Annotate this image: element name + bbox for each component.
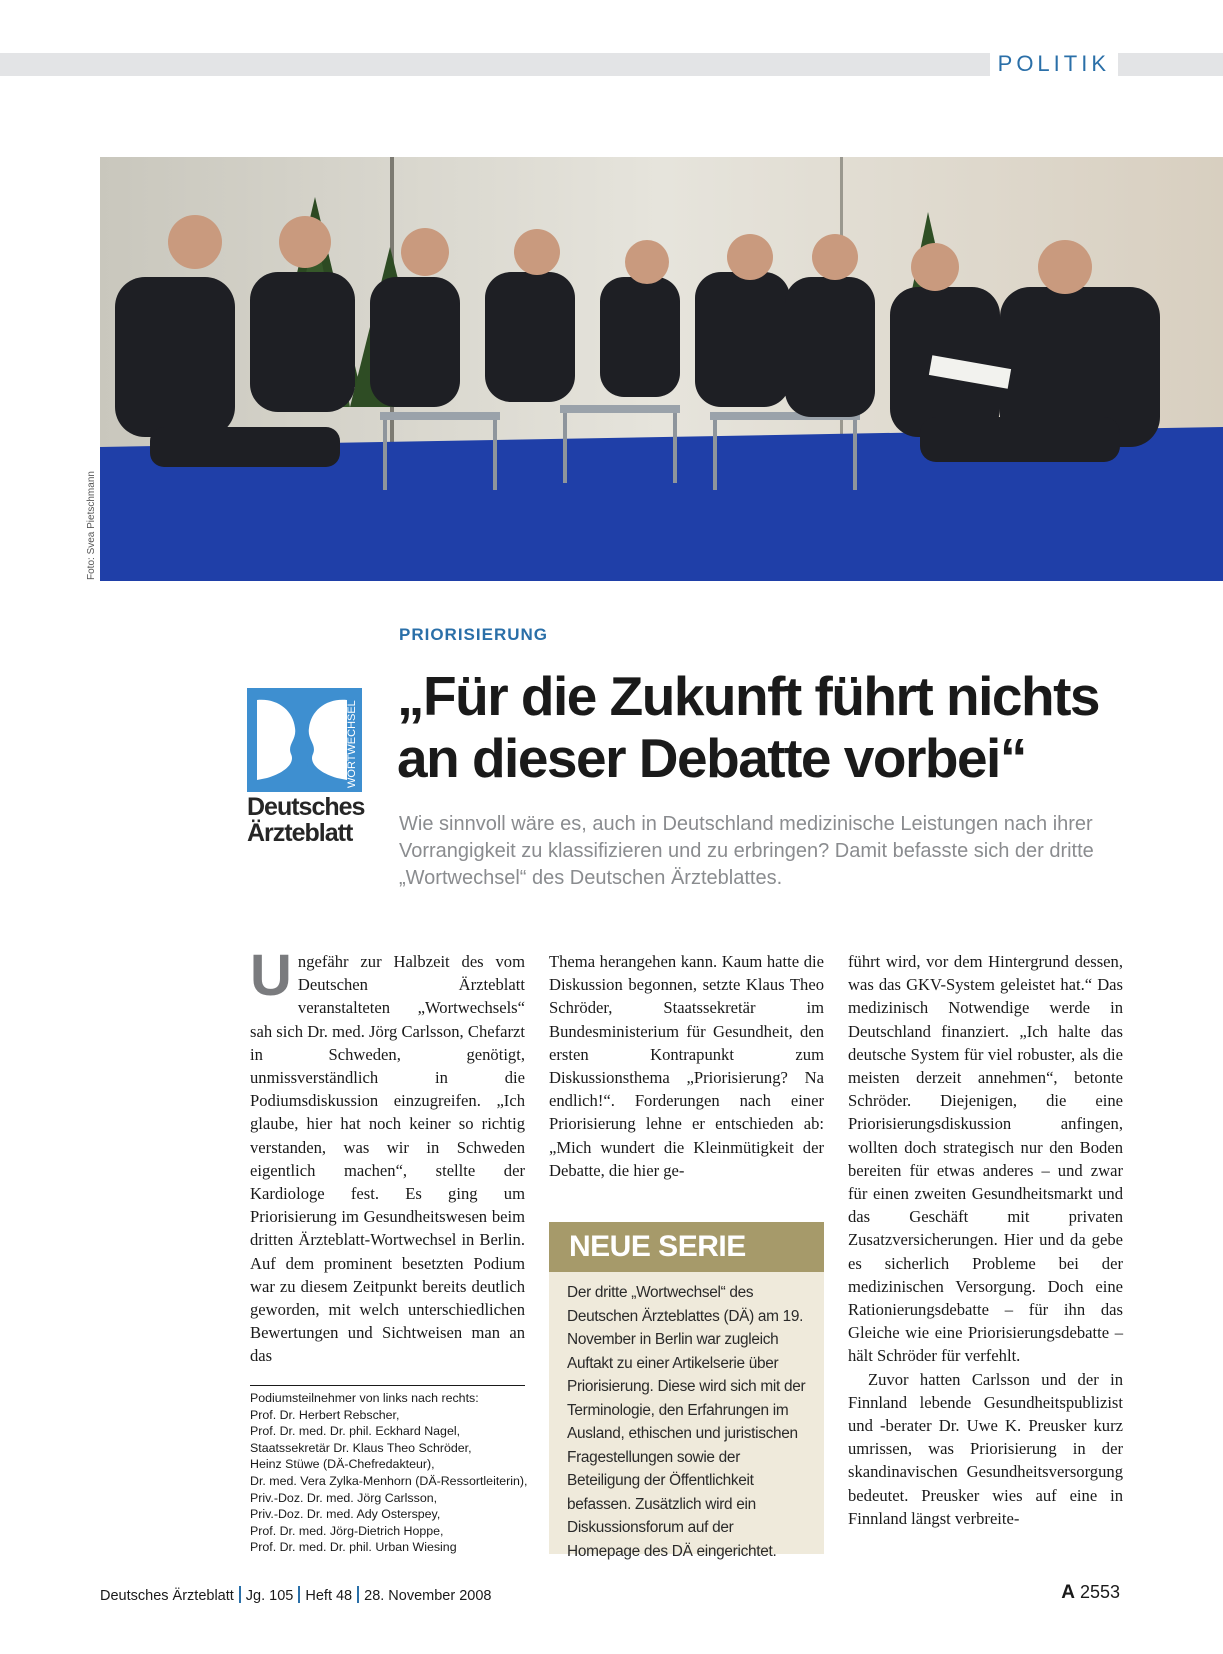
body-text-3a: führt wird, vor dem Hintergrund dessen, was das GKV-System geleistet hat.“ Das medizinisch Notwendige werde in Deutschland finanziert. „Ich halte das deutsche System für viel robuster, als die meisten derzeit annehmen“, betonte Schröder. Diejenigen, die eine Priorisierungsdiskussion anfingen, wollten doch strategisch nur den Boden bereiten für etwas anderes – und zwar für einen zweiten Gesundheitsmarkt und das Geschäft mit privaten Zusatzversicherungen. Hier und da gebe es sicherlich Probleme bei der medizinischen Versorgung. Doch eine Rationierungsdebatte – für ihn das Gleiche wie eine Priorisierungsdebatte – hält Schröder für verfehlt. (848, 952, 1123, 1366)
body-column-2 (549, 950, 824, 1182)
wortwechsel-logo (247, 688, 377, 846)
footer-separator (239, 1586, 241, 1603)
logo-line-1: Deutsches (247, 793, 365, 821)
caption-line: Heinz Stüwe (DÄ-Chefredakteur), (250, 1457, 435, 1472)
page-prefix: A (1061, 1582, 1075, 1603)
panel-discussion-photo (100, 157, 1223, 581)
page-number (1061, 1582, 1120, 1604)
caption-title: Podiumsteilnehmer von links nach rechts: (250, 1391, 479, 1405)
headline-line-2: an dieser Debatte vorbei“ (397, 727, 1026, 789)
body-text-2: Thema herangehen kann. Kaum hatte die Diskussion begonnen, setzte Klaus Theo Schröder, Staatssekretär im Bundesministerium für Gesundheit, den ersten Kontrapunkt zum Diskussionsthema „Priorisierung? Na endlich!“. Forderungen nach einer Priorisierung lehne er entschieden ab: „Mich wundert die Kleinmütigkeit der Debatte, die hier ge- (549, 952, 824, 1180)
box-text: Der dritte „Wortwechsel“ des Deutschen Ärzteblattes (DÄ) am 19. November in Berlin war zugleich Auftakt zu einer Artikelserie über Priorisierung. Diese wird sich mit der Terminologie, den Erfahrungen im Ausland, ethischen und juristischen Fragestellungen sowie der Beteiligung der Öffentlichkeit befassen. Zusätzlich wird ein Diskussionsforum auf der Homepage des DÄ eingerichtet. (567, 1284, 806, 1560)
footer-issue: Heft 48 (305, 1588, 353, 1604)
caption-line: Priv.-Doz. Dr. med. Jörg Carlsson, (250, 1490, 438, 1505)
body-column-1 (250, 943, 525, 1368)
footer-date: 28. November 2008 (364, 1588, 492, 1604)
caption-line: Prof. Dr. med. Dr. phil. Urban Wiesing (250, 1540, 457, 1555)
series-info-box (549, 1222, 824, 1560)
caption-line: Priv.-Doz. Dr. med. Ady Osterspey, (250, 1507, 441, 1522)
headline-line-1: „Für die Zukunft führt nichts (397, 665, 1099, 727)
logo-line-2: Ärzteblatt (247, 819, 353, 847)
photo-caption (250, 1385, 528, 1556)
article-headline (397, 665, 1117, 789)
footer-separator (298, 1586, 300, 1603)
footer-journal: Deutsches Ärzteblatt (100, 1588, 234, 1604)
article-deck: Wie sinnvoll wäre es, auch in Deutschland medizinische Leistungen nach ihrer Vorrangigkeit zu klassifizieren und zu erbringen? Damit befasste sich der dritte „Wortwechsel“ des Deutschen Ärzteblattes. (399, 813, 1094, 889)
caption-line: Staatssekretär Dr. Klaus Theo Schröder, (250, 1440, 472, 1455)
logo-wordmark (247, 794, 377, 846)
body-text-3b: Zuvor hatten Carlsson und der in Finnland lebende Gesundheitspublizist und -berater Dr. Uwe K. Preusker kurz umrissen, was Priorisierung in der skandinavischen Gesundheitsversorgung bedeutet. Preusker wies auf eine in Finnland längst verbreite- (848, 1369, 1123, 1528)
caption-line: Prof. Dr. med. Jörg-Dietrich Hoppe, (250, 1523, 444, 1538)
photo-credit: Foto: Svea Pietschmann (86, 471, 97, 580)
footer-volume: Jg. 105 (245, 1588, 294, 1604)
box-title: NEUE SERIE (549, 1222, 824, 1272)
logo-side-text: WORTWECHSEL (346, 700, 358, 788)
caption-line: Prof. Dr. med. Dr. phil. Eckhard Nagel, (250, 1424, 461, 1439)
body-column-3 (848, 950, 1123, 1530)
page-footer (100, 1586, 491, 1604)
drop-cap: U (250, 943, 292, 1008)
page-number-value: 2553 (1079, 1582, 1120, 1602)
body-text-1: ngefähr zur Halbzeit des vom Deutschen Ärzteblatt veranstalteten „Wortwechsels“ sah sich Dr. med. Jörg Carlsson, Chefarzt in Schweden, genötigt, unmissverständlich in die Podiumsdiskussion einzugreifen. „Ich glaube, hier hat noch keiner so richtig verstanden, was wir in Schweden eigentlich machen“, stellte der Kardiologe fest. Es ging um Priorisierung im Gesundheitswesen beim dritten Ärzteblatt-Wortwechsel in Berlin. Auf dem prominent besetzten Podium war zu diesem Zeitpunkt bereits deutlich geworden, mit welch unterschiedlichen Bewertungen und Sichtweisen man an das (250, 952, 525, 1366)
section-label: POLITIK (990, 50, 1118, 78)
caption-line: Prof. Dr. Herbert Rebscher, (250, 1407, 400, 1422)
caption-line: Dr. med. Vera Zylka-Menhorn (DÄ-Ressortleiterin), (250, 1473, 528, 1488)
footer-separator (357, 1586, 359, 1603)
faces-logo-graphic (247, 688, 362, 792)
article-kicker: PRIORISIERUNG (399, 625, 549, 644)
